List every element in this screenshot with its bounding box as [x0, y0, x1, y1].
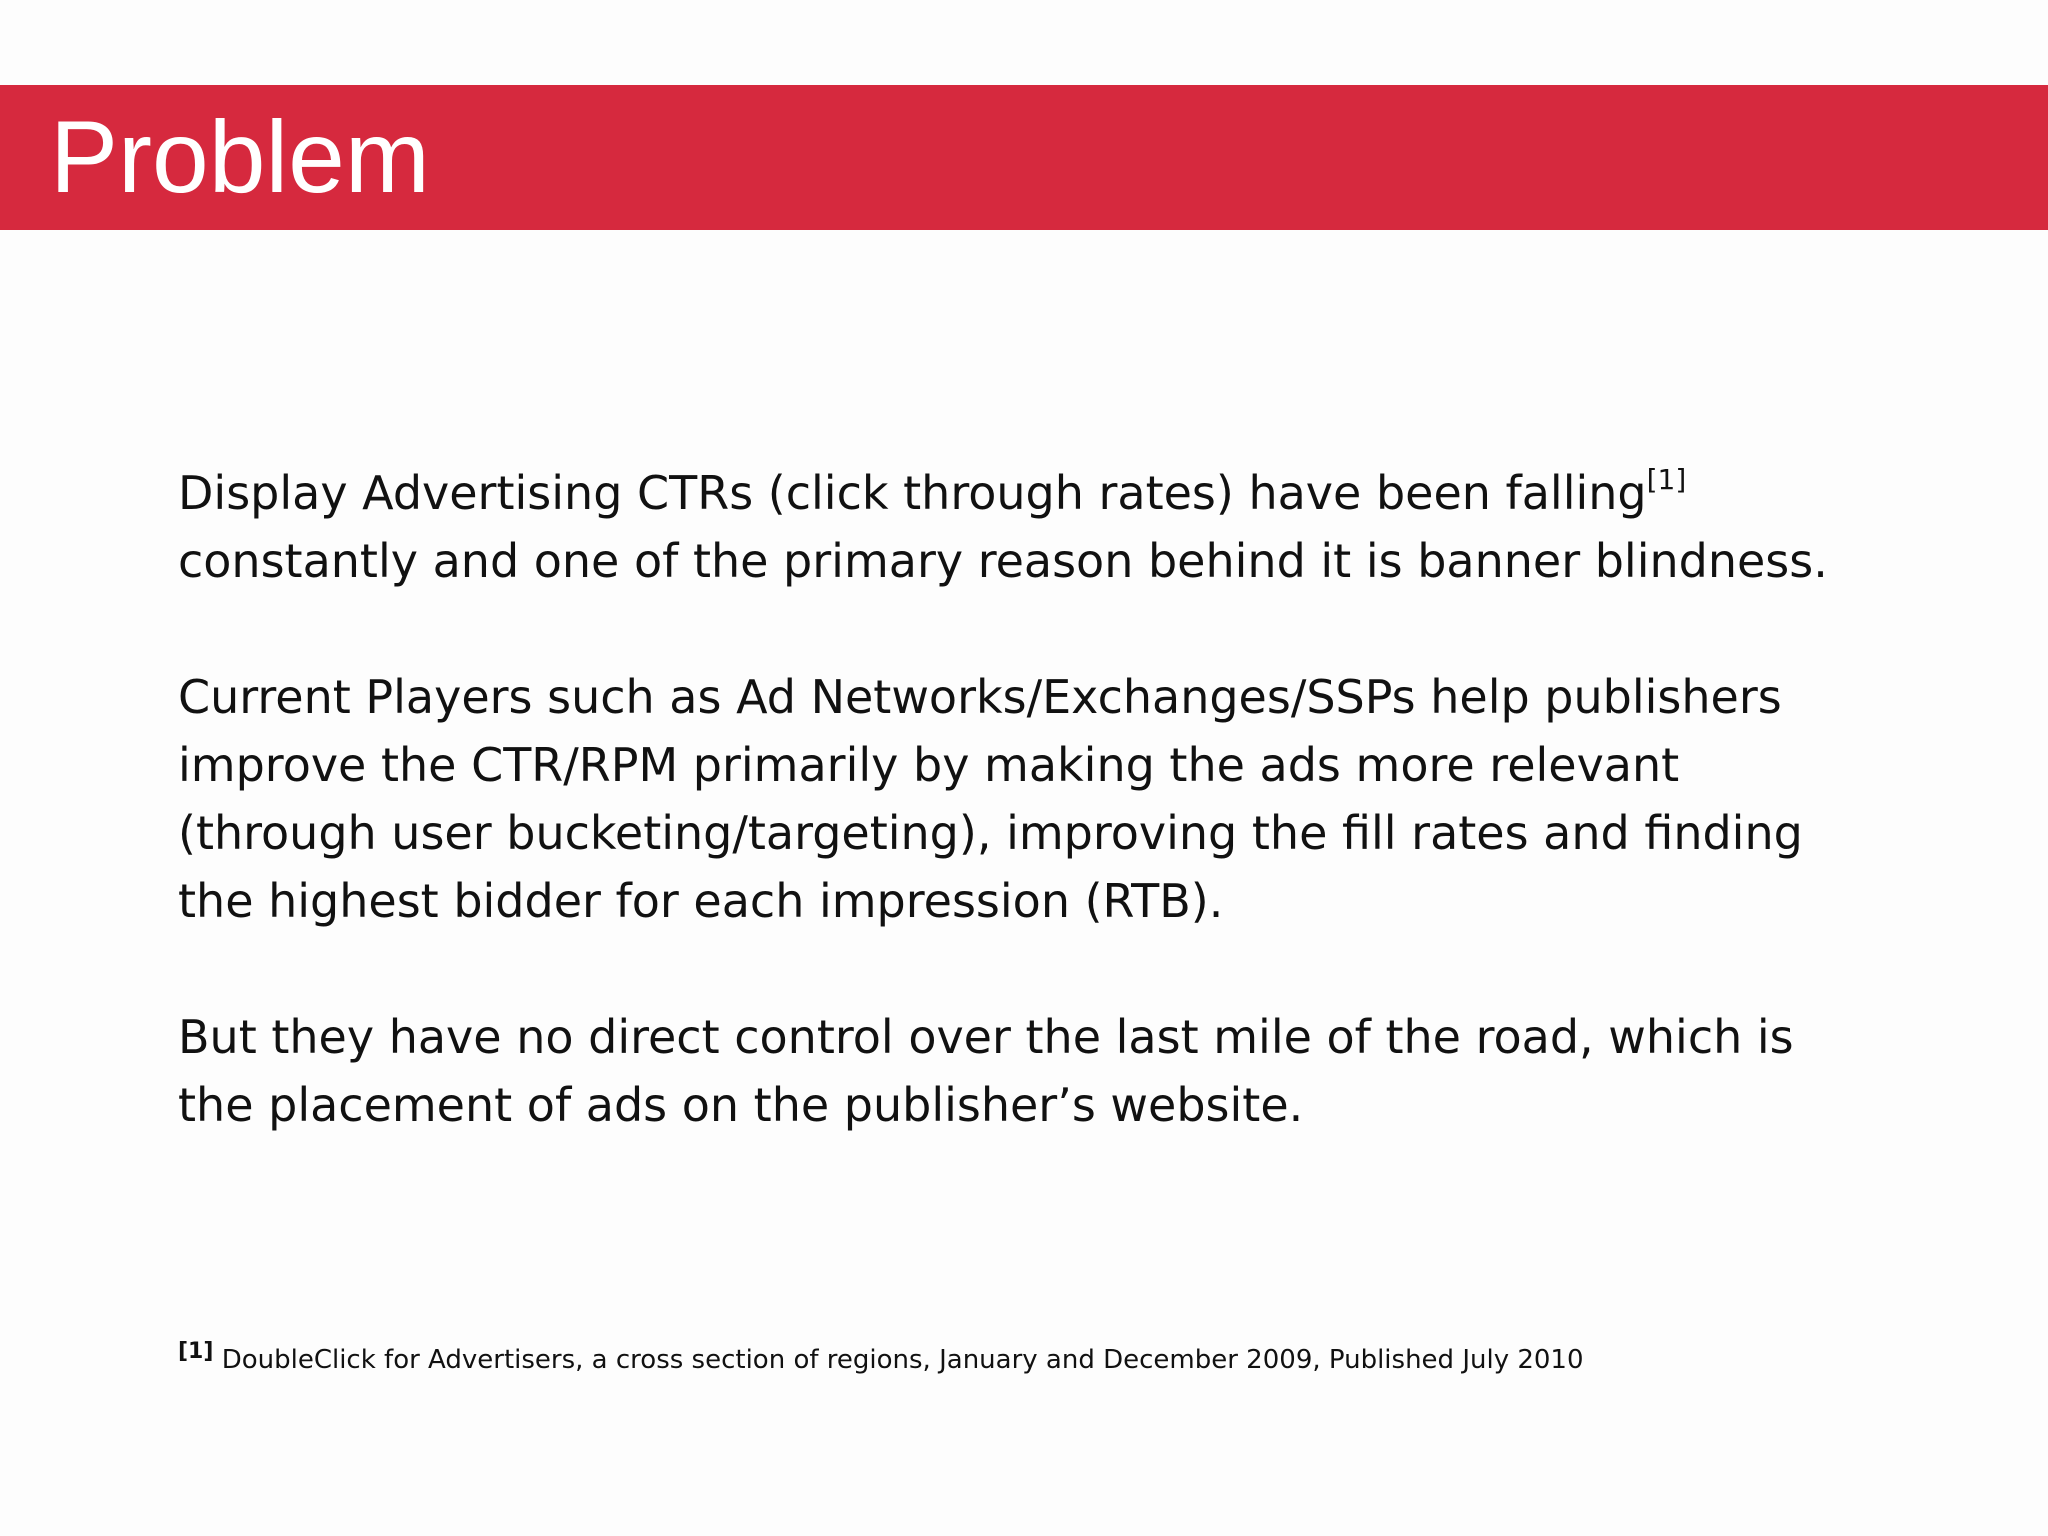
paragraph-last-mile: [178, 1003, 1898, 1139]
footnote-text: DoubleClick for Advertisers, a cross section of regions, January and December 2009, Published July 2010: [221, 1345, 1584, 1375]
footnote-reference: [1]: [1646, 463, 1687, 496]
paragraph-line: improve the CTR/RPM primarily by making the ads more relevant: [178, 738, 1680, 792]
footnote-marker: [1]: [178, 1339, 214, 1364]
paragraph-line: But they have no direct control over the last mile of the road, which is: [178, 1010, 1794, 1064]
paragraph-current-players: [178, 663, 1898, 935]
paragraph-line: the placement of ads on the publisher’s website.: [178, 1078, 1304, 1132]
paragraph-line: (through user bucketing/targeting), improving the fill rates and finding: [178, 806, 1803, 860]
slide-title: Problem: [50, 100, 430, 214]
paragraph-line: [178, 459, 1898, 527]
paragraph-line: the highest bidder for each impression (RTB).: [178, 874, 1224, 928]
paragraph-line: Current Players such as Ad Networks/Exchanges/SSPs help publishers: [178, 670, 1782, 724]
slide-body: [178, 459, 1898, 1139]
paragraph-line: constantly and one of the primary reason behind it is banner blindness.: [178, 534, 1828, 588]
footnote: [178, 1339, 1584, 1378]
paragraph-line-text: Display Advertising CTRs (click through rates) have been falling: [178, 466, 1647, 520]
paragraph-ctr-falling: [178, 459, 1898, 595]
